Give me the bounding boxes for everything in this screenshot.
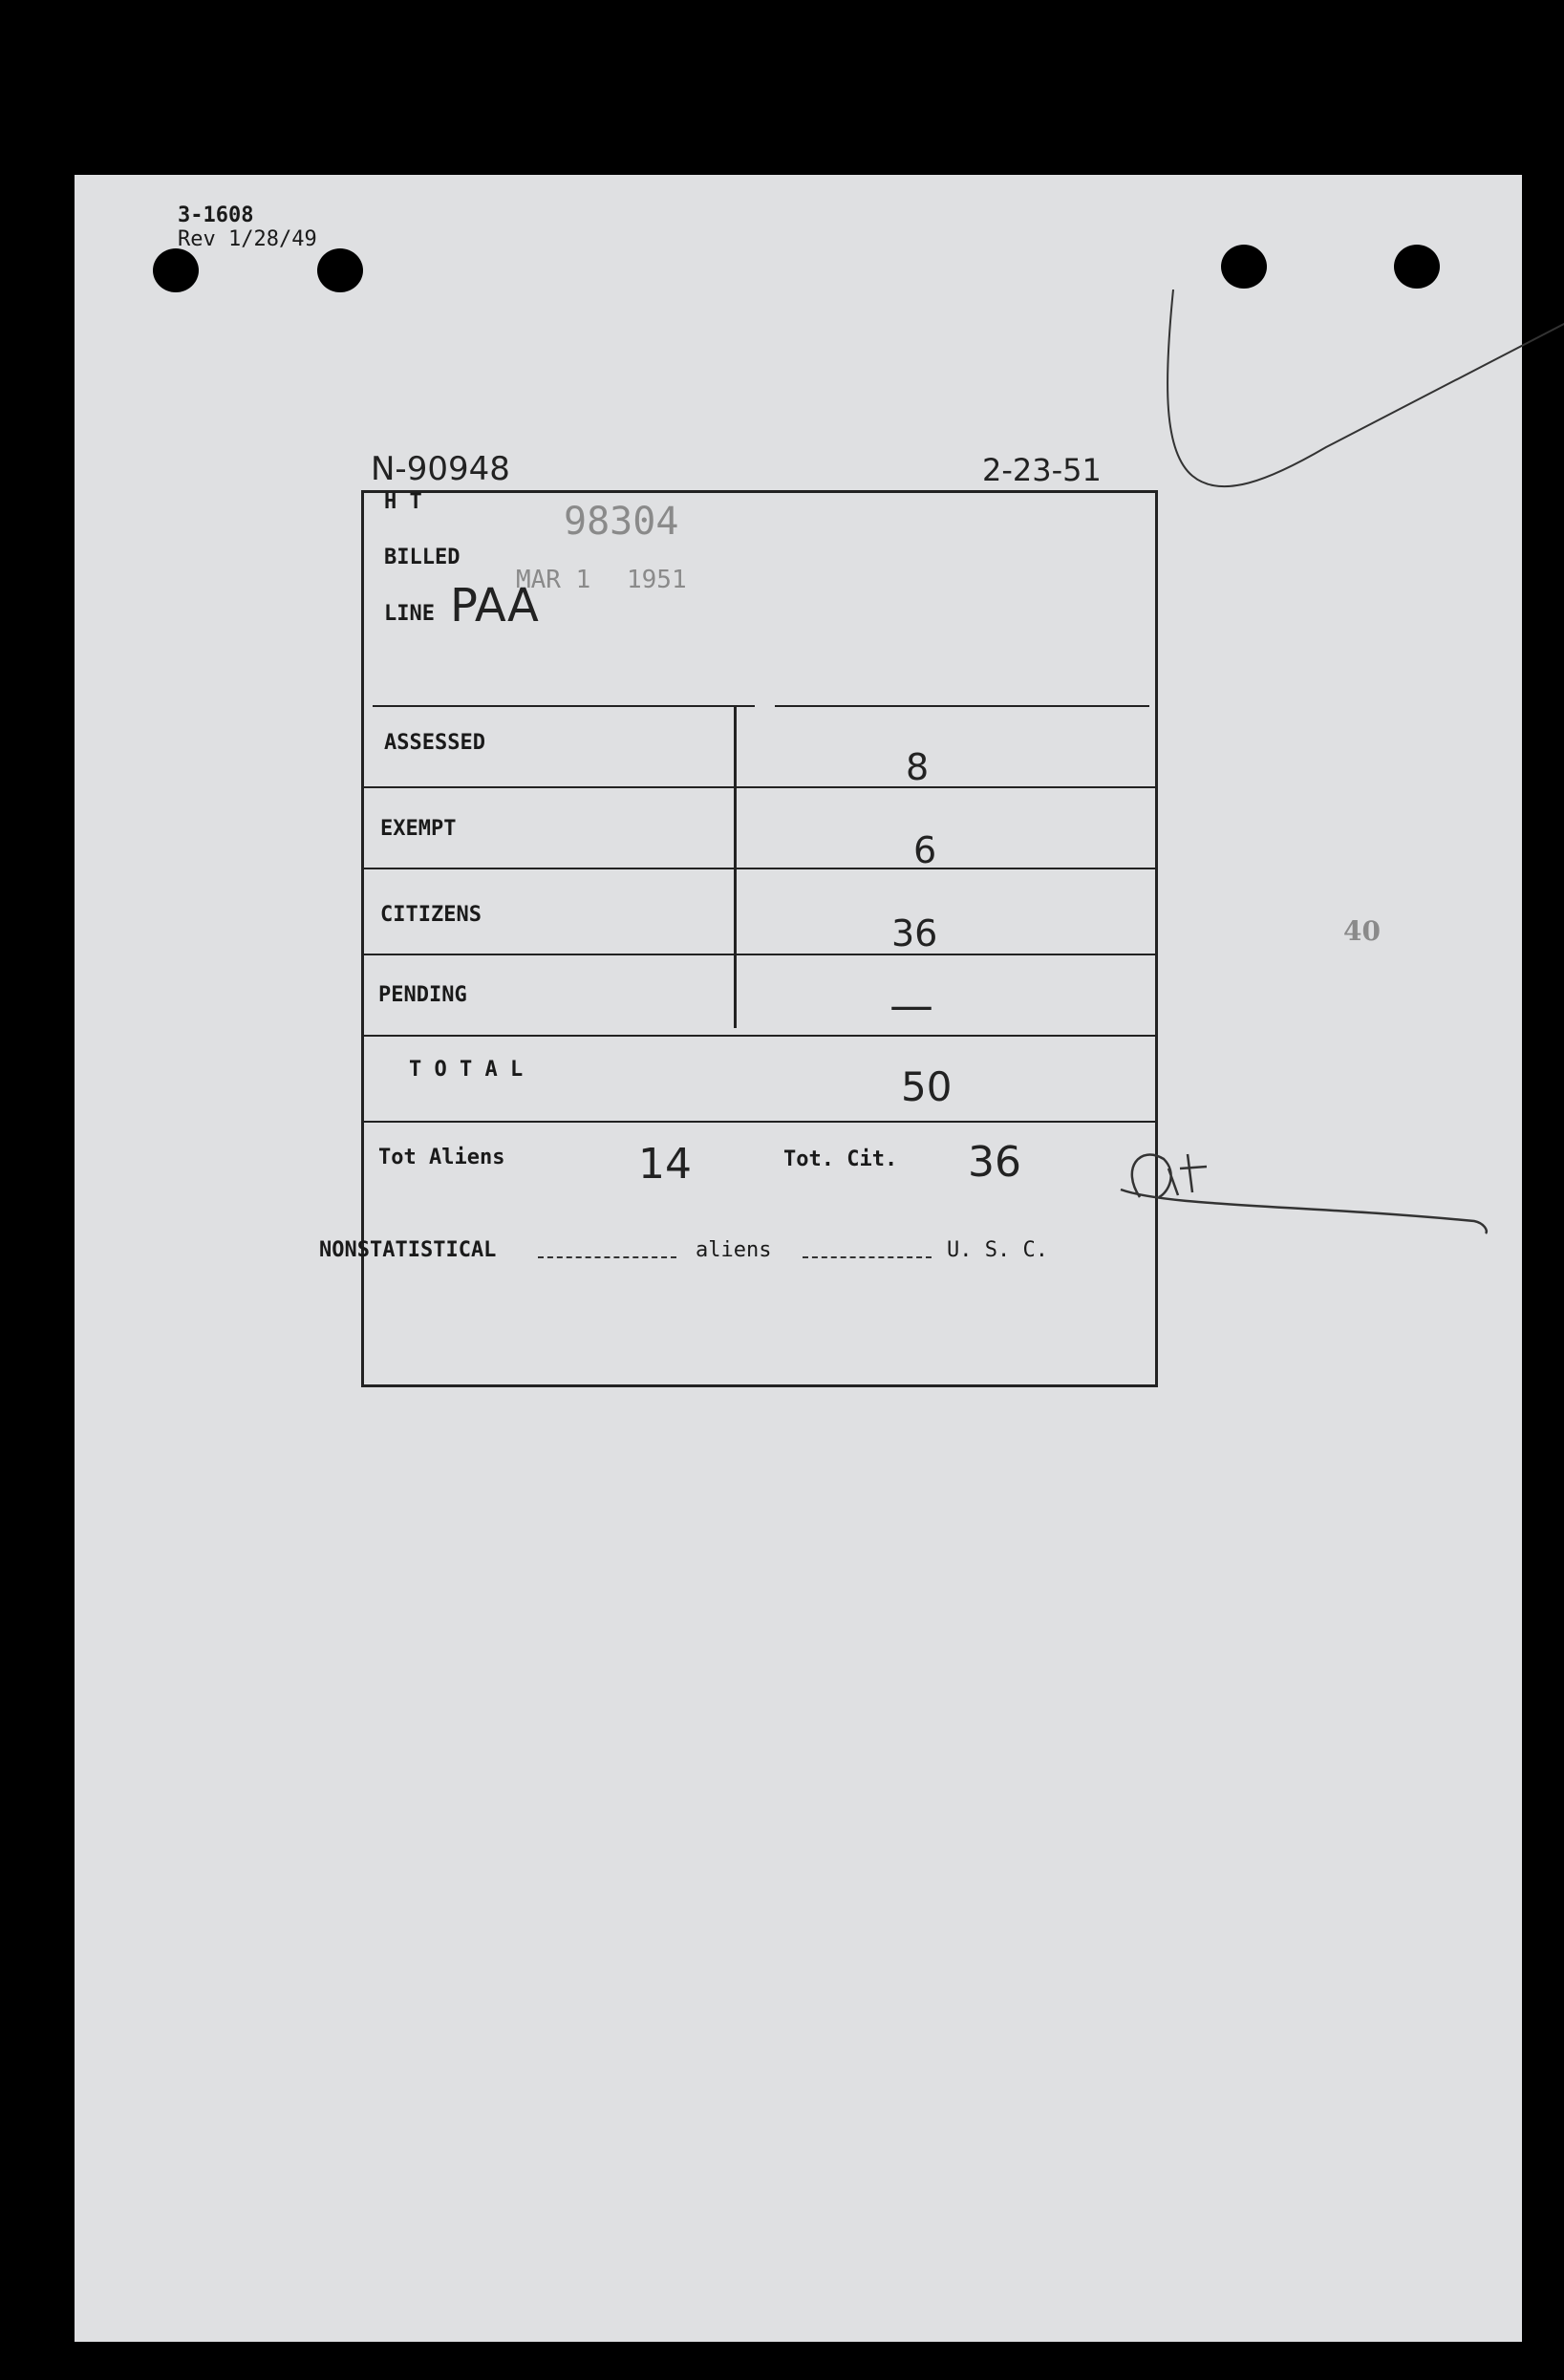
aliens-blank [803, 1256, 932, 1258]
exempt-label: EXEMPT [380, 817, 457, 841]
rule-row-2 [364, 868, 1155, 869]
rule-row-4 [364, 1035, 1155, 1037]
document-sheet [75, 175, 1522, 2342]
serial-number-stamp: 98304 [564, 500, 679, 544]
nonstatistical-label: NONSTATISTICAL [319, 1238, 497, 1262]
citizens-label: CITIZENS [380, 903, 482, 927]
tot-cit-value: 36 [968, 1138, 1021, 1187]
check-mark-icon [1154, 289, 1564, 672]
assessed-label: ASSESSED [384, 731, 485, 755]
total-value: 50 [901, 1063, 953, 1110]
billed-date-month-stamp: MAR 1 [516, 566, 591, 594]
form-revision: Rev 1/28/49 [178, 227, 317, 251]
billed-label: BILLED [384, 546, 461, 569]
aliens-label: aliens [696, 1238, 772, 1262]
tot-aliens-value: 14 [638, 1140, 692, 1189]
pending-value: — [889, 979, 933, 1031]
tot-aliens-label: Tot Aliens [378, 1146, 505, 1169]
tot-cit-label: Tot. Cit. [783, 1147, 898, 1171]
line-label: LINE [384, 602, 435, 626]
punch-hole-1 [153, 248, 199, 292]
total-label: T O T A L [409, 1058, 524, 1082]
billed-date-year-stamp: 1951 [627, 566, 687, 594]
citizens-value: 36 [891, 912, 938, 954]
rule-row-1 [364, 786, 1155, 788]
form-number: 3-1608 [178, 204, 254, 227]
rule-row-3 [364, 954, 1155, 955]
rule-top-left [373, 705, 755, 707]
line-value: PAA [450, 579, 539, 633]
rule-row-5 [364, 1121, 1155, 1123]
ht-label: H T [384, 490, 422, 514]
punch-hole-3 [1221, 245, 1267, 289]
file-number: N-90948 [371, 450, 510, 488]
exempt-value: 6 [913, 829, 937, 871]
side-number: 40 [1343, 915, 1381, 947]
rule-top-right [775, 705, 1149, 707]
punch-hole-2 [317, 248, 363, 292]
assessed-value: 8 [906, 746, 930, 788]
initials-signature [1111, 1130, 1512, 1235]
pending-label: PENDING [378, 983, 467, 1007]
nonstatistical-blank [538, 1256, 676, 1258]
column-divider [734, 705, 737, 1028]
punch-hole-4 [1394, 245, 1440, 289]
handwritten-date: 2-23-51 [982, 452, 1102, 488]
usc-label: U. S. C. [947, 1238, 1048, 1262]
